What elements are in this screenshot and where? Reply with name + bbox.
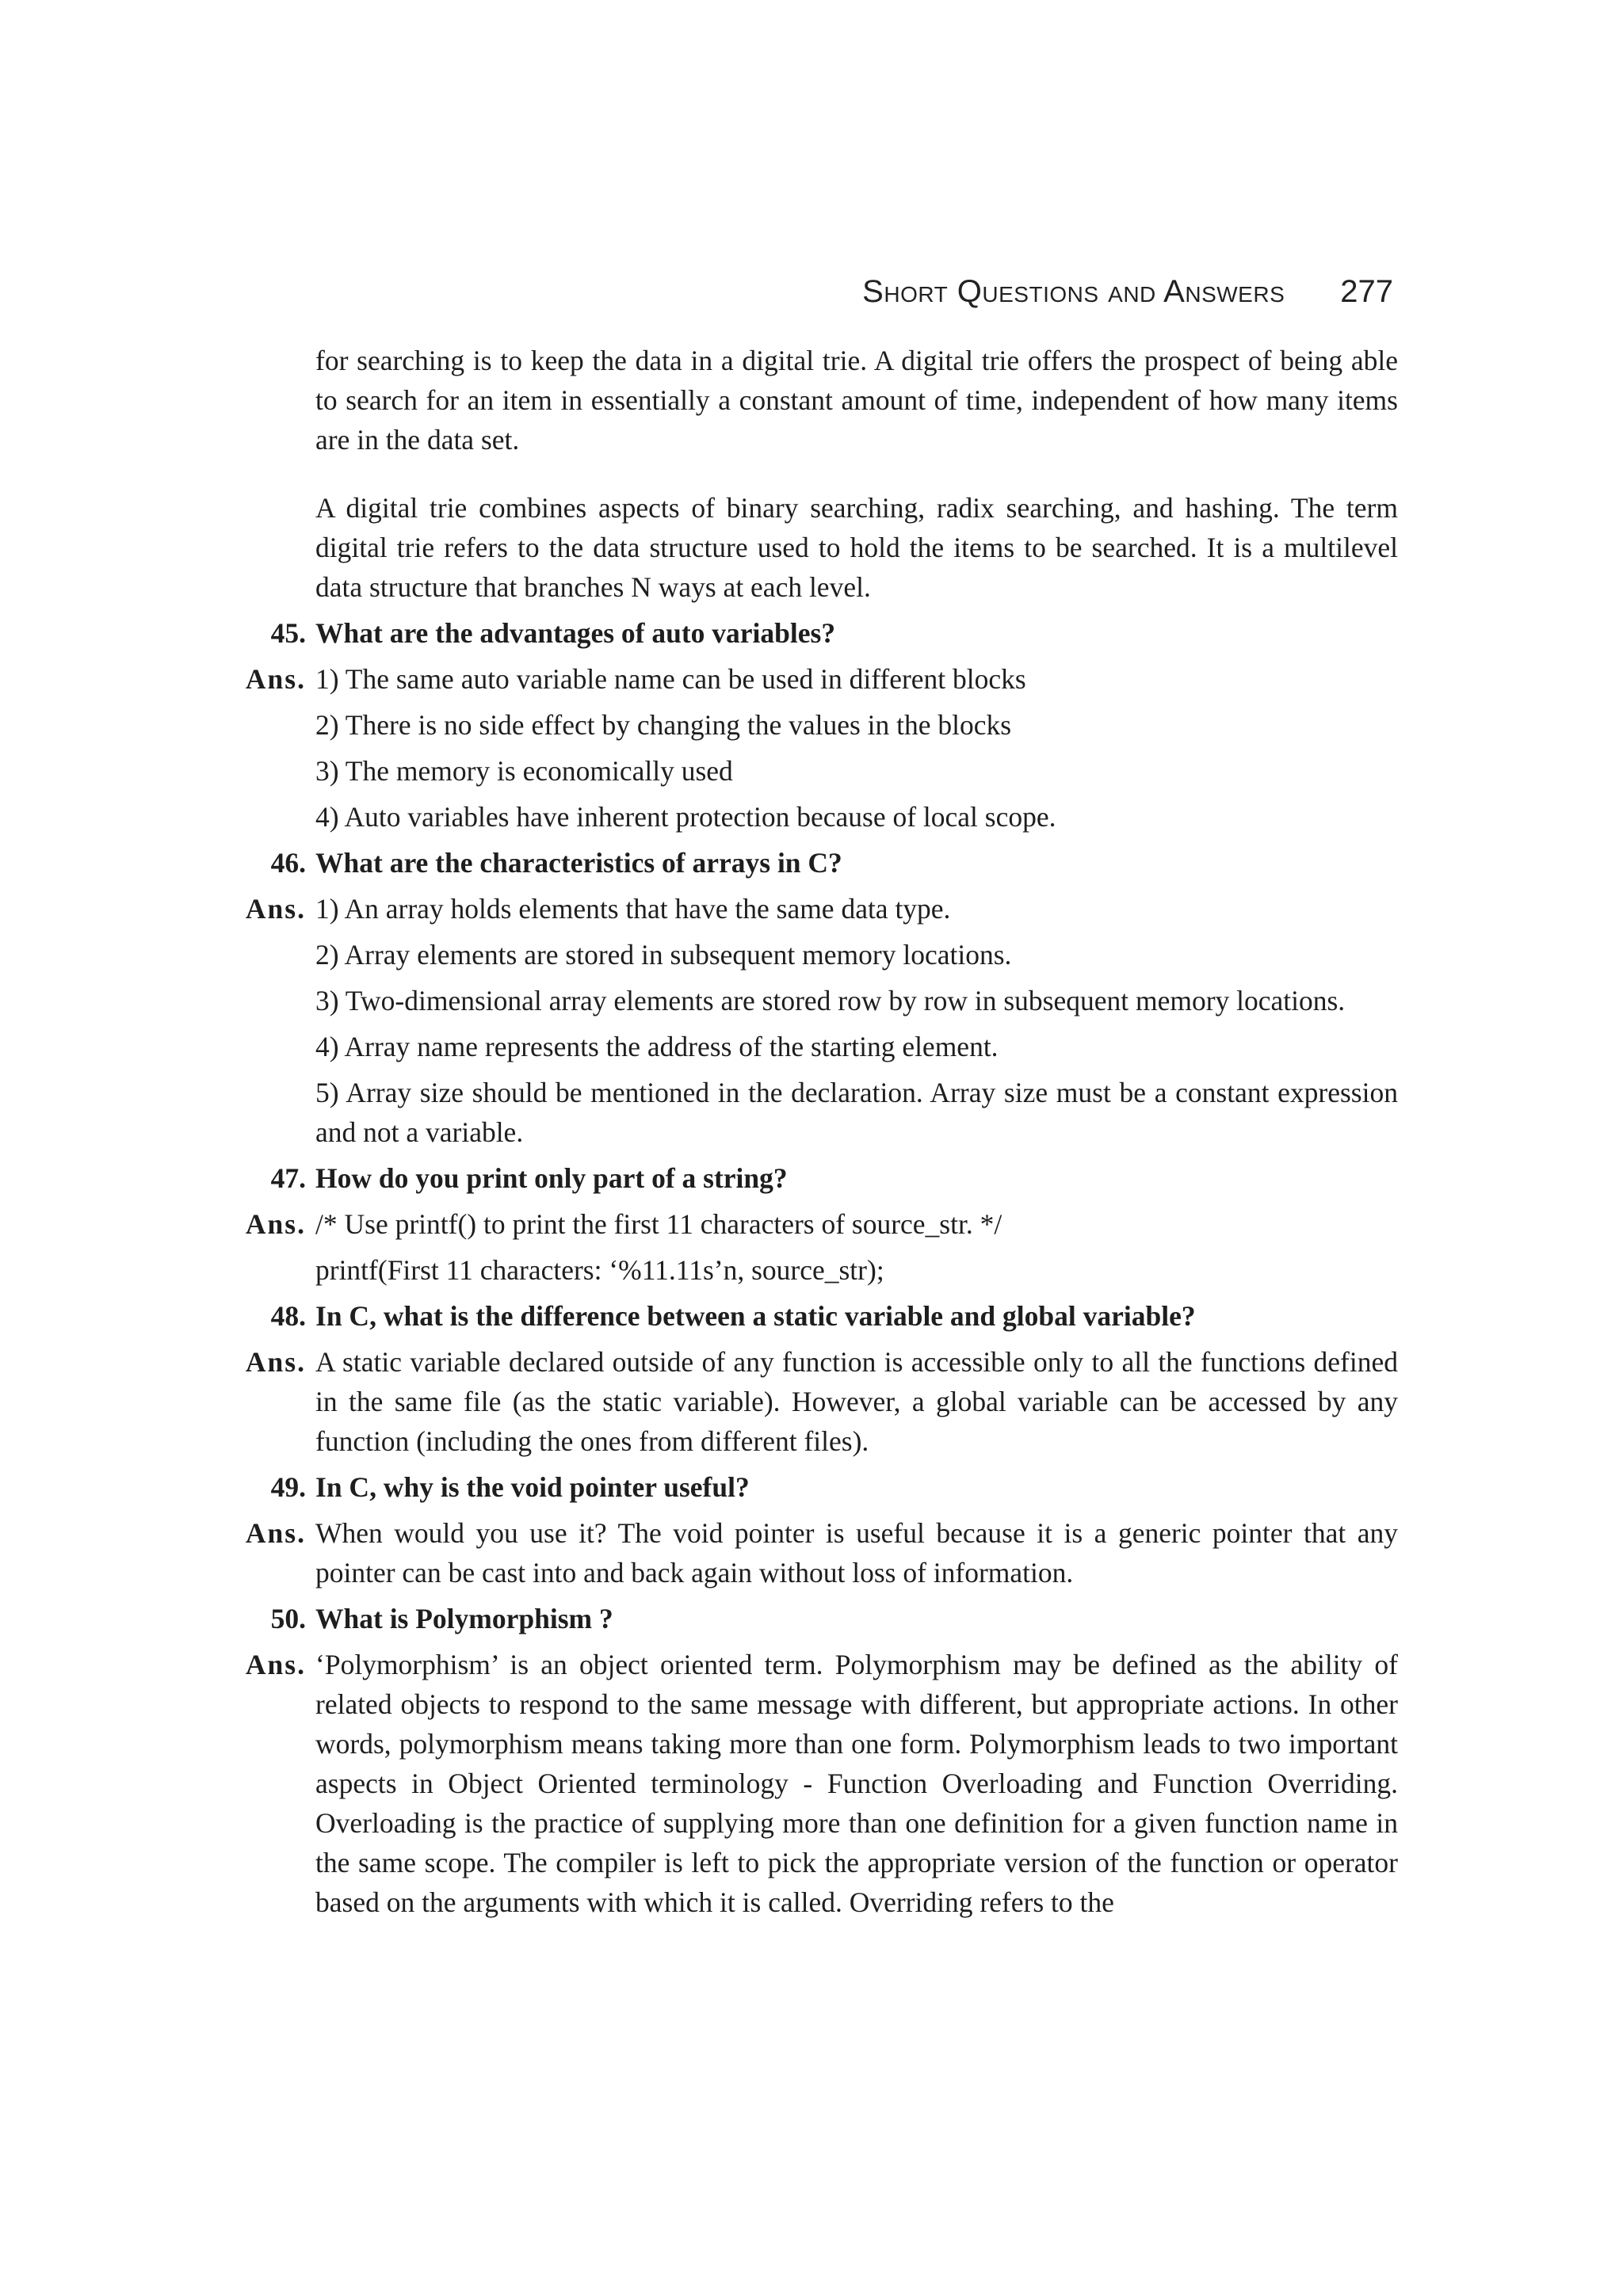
- question-49: [230, 1467, 1398, 1507]
- answer-label: Ans.: [245, 1345, 306, 1378]
- question-number: 49.: [270, 1470, 306, 1503]
- intro-paragraph-2: A digital trie combines aspects of binary searching, radix searching, and hashing. The term digital trie refers to the data structure used to hold the items to be searched. It is a multilevel data structure that branches N ways at each level.: [315, 491, 1398, 603]
- answer-line: 3) Two-dimensional array elements are stored row by row in subsequent memory locations.: [315, 984, 1346, 1016]
- answer-label: Ans.: [245, 1516, 306, 1549]
- running-header: [862, 274, 1393, 310]
- code-comment-line: /* Use printf() to print the first 11 characters of source_str. */: [315, 1207, 1002, 1240]
- question-number: 45.: [270, 616, 306, 649]
- answer-label: Ans.: [245, 1648, 306, 1680]
- answer-text: When would you use it? The void pointer is useful because it is a generic pointer that any pointer can be cast into and back again without loss of information.: [315, 1516, 1398, 1589]
- answer-50: [230, 1645, 1398, 1922]
- answer-text: ‘Polymorphism’ is an object oriented term. Polymorphism may be defined as the ability of related objects to respond to the same message with different, but appropriate actions. In other words, polymorphism means taking more than one form. Polymorphism leads to two important aspects in Object Oriented terminology - Function Overloading and Function Overriding. Overloading is the practice of supplying more than one definition for a given function name in the same scope. The compiler is left to pick the appropriate version of the function or operator based on the arguments with which it is called. Overriding refers to the: [315, 1648, 1398, 1918]
- question-text: How do you print only part of a string?: [315, 1161, 788, 1194]
- question-number: 48.: [270, 1299, 306, 1332]
- answer-text: A static variable declared outside of any function is accessible only to all the functions defined in the same file (as the static variable). However, a global variable can be accessed by any function (including the ones from different files).: [315, 1345, 1398, 1457]
- answer-49: [230, 1513, 1398, 1592]
- page-content: [230, 341, 1398, 1928]
- answer-line: 2) There is no side effect by changing the values in the blocks: [315, 708, 1012, 741]
- answer-label: Ans.: [245, 1207, 306, 1240]
- answer-line: 4) Array name represents the address of the starting element.: [315, 1030, 999, 1062]
- answer-line: 5) Array size should be mentioned in the declaration. Array size must be a constant expression and not a variable.: [315, 1076, 1398, 1148]
- question-text: In C, why is the void pointer useful?: [315, 1470, 750, 1503]
- question-text: What are the advantages of auto variables?: [315, 616, 836, 649]
- answer-46: [230, 889, 1398, 929]
- question-45: [230, 613, 1398, 653]
- answer-line: 2) Array elements are stored in subsequent memory locations.: [315, 938, 1012, 971]
- question-text: What is Polymorphism ?: [315, 1602, 613, 1634]
- code-line: printf(First 11 characters: ‘%11.11s’n, source_str);: [315, 1253, 884, 1286]
- question-48: [230, 1296, 1398, 1336]
- answer-line: 3) The memory is economically used: [315, 754, 733, 787]
- page-number: 277: [1340, 274, 1393, 309]
- answer-line: 4) Auto variables have inherent protection because of local scope.: [315, 800, 1056, 833]
- answer-48: [230, 1342, 1398, 1461]
- intro-paragraph-1: for searching is to keep the data in a digital trie. A digital trie offers the prospect of being able to search for an item in essentially a constant amount of time, independent of how many items are in the data set.: [315, 345, 1398, 456]
- answer-47: [230, 1204, 1398, 1244]
- question-50: [230, 1599, 1398, 1638]
- question-text: What are the characteristics of arrays in C?: [315, 846, 842, 879]
- running-title: Short Questions and Answers: [862, 274, 1285, 309]
- question-47: [230, 1158, 1398, 1198]
- question-46: [230, 843, 1398, 883]
- answer-label: Ans.: [245, 892, 306, 925]
- question-number: 50.: [270, 1602, 306, 1634]
- answer-45: [230, 659, 1398, 699]
- question-text: In C, what is the difference between a static variable and global variable?: [315, 1299, 1196, 1332]
- answer-line: 1) An array holds elements that have the same data type.: [315, 892, 951, 925]
- question-number: 46.: [270, 846, 306, 879]
- answer-label: Ans.: [245, 662, 306, 695]
- question-number: 47.: [270, 1161, 306, 1194]
- answer-line: 1) The same auto variable name can be used in different blocks: [315, 662, 1026, 695]
